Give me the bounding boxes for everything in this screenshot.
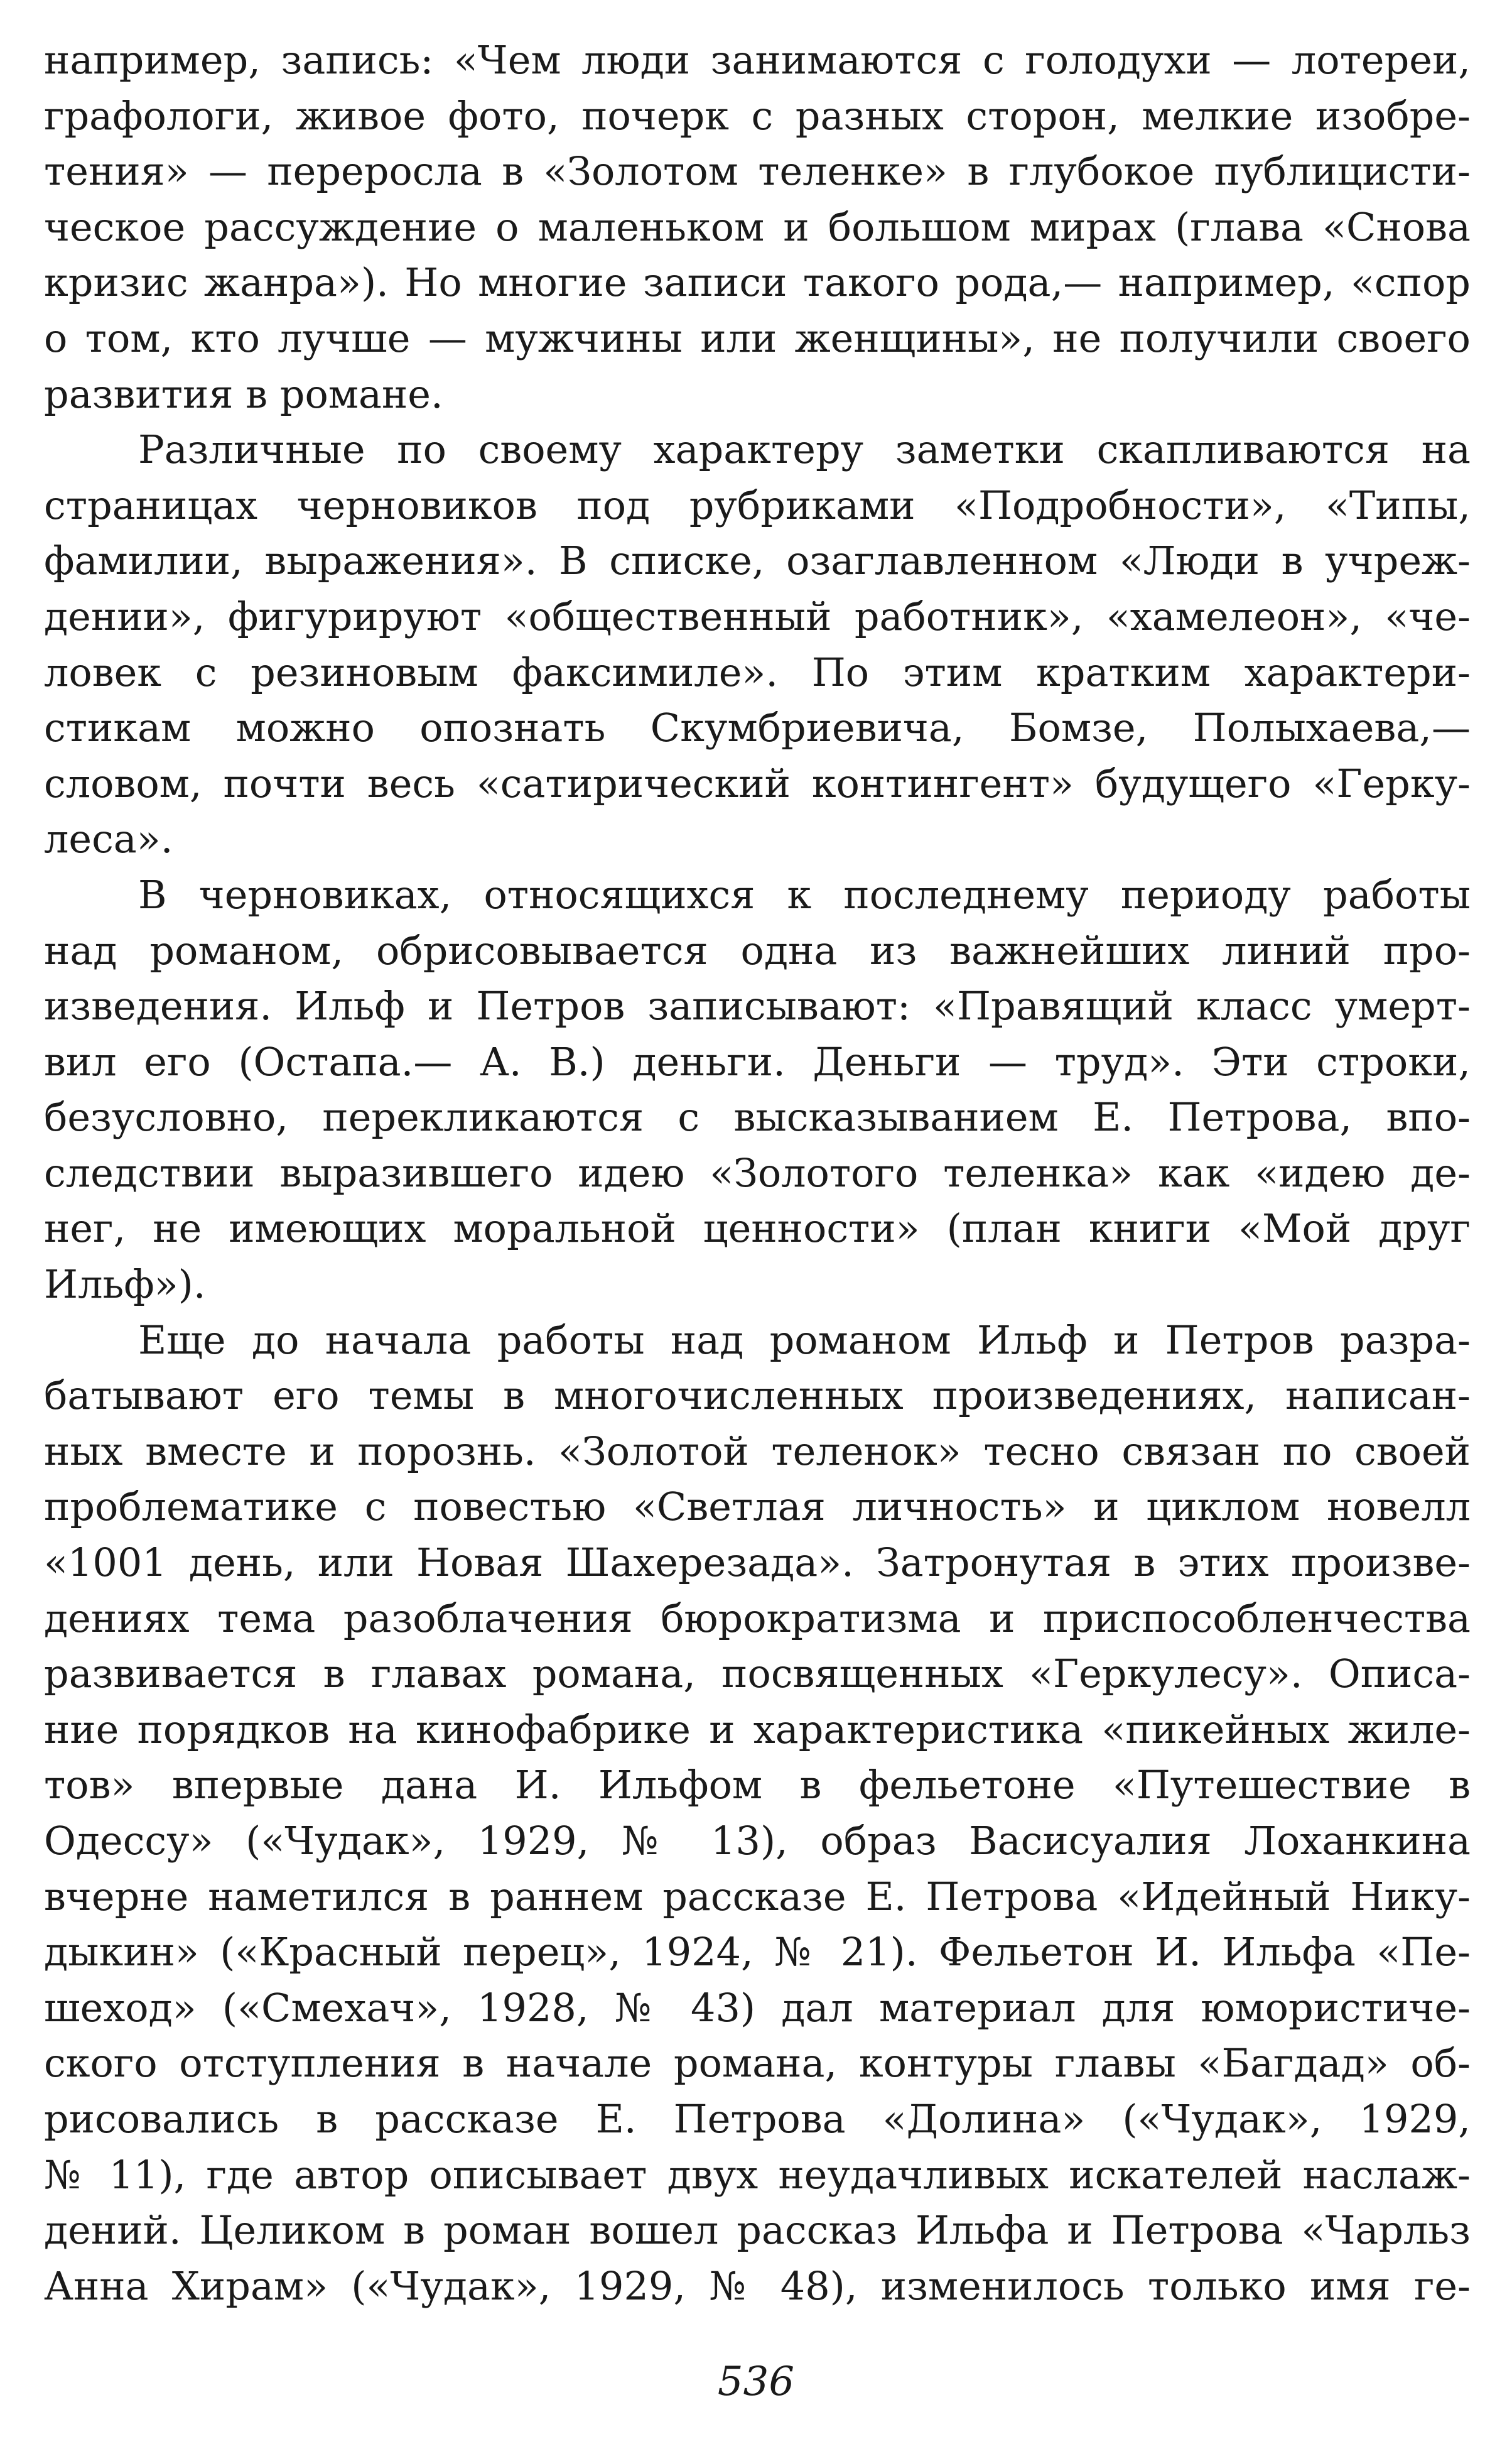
text-line: № 11), где автор описывает двух неудачливых искателей наслаж- <box>44 2151 1471 2198</box>
text-line: вил его (Остапа.— А. В.) деньги. Деньги — труд». Эти строки, <box>44 1038 1471 1085</box>
text-line: следствии выразившего идею «Золотого теленка» как «идею де- <box>44 1149 1471 1196</box>
text-line: Одессу» («Чудак», 1929, № 13), образ Васисуалия Лоханкина <box>44 1818 1471 1864</box>
text-line: Еще до начала работы над романом Ильф и Петров разра- <box>138 1317 1471 1363</box>
paragraph <box>44 33 1471 422</box>
page-text <box>44 33 1471 2314</box>
text-line: фамилии, выражения». В списке, озаглавленном «Люди в учреж- <box>44 538 1471 584</box>
text-line: развития в романе. <box>44 371 443 417</box>
text-line: например, запись: «Чем люди занимаются с голодухи — лотереи, <box>44 37 1471 83</box>
paragraph <box>44 422 1471 867</box>
text-line: нег, не имеющих моральной ценности» (план книги «Мой друг <box>44 1205 1471 1252</box>
text-line: ского отступления в начале романа, контуры главы «Багдад» об- <box>44 2040 1471 2087</box>
text-line: тения» — переросла в «Золотом теленке» в глубокое публицисти- <box>44 148 1471 195</box>
text-line: графологи, живое фото, почерк с разных сторон, мелкие изобре- <box>44 92 1471 139</box>
text-line: дениях тема разоблачения бюрократизма и приспособленчества <box>44 1595 1471 1641</box>
text-line: дыкин» («Красный перец», 1924, № 21). Фельетон И. Ильфа «Пе- <box>44 1929 1471 1975</box>
text-line: словом, почти весь «сатирический контингент» будущего «Герку- <box>44 760 1471 806</box>
text-line: шеход» («Смехач», 1928, № 43) дал материал для юмористиче- <box>44 1984 1471 2031</box>
text-line: рисовались в рассказе Е. Петрова «Долина» («Чудак», 1929, <box>44 2095 1471 2142</box>
text-line: проблематике с повестью «Светлая личность» и циклом новелл <box>44 1484 1471 1530</box>
text-line: «1001 день, или Новая Шахерезада». Затронутая в этих произве- <box>44 1539 1471 1586</box>
text-line: стикам можно опознать Скумбриевича, Бомзе, Полыхаева,— <box>44 705 1471 751</box>
text-line: Различные по своему характеру заметки скапливаются на <box>138 426 1471 473</box>
text-line: ческое рассуждение о маленьком и большом мирах (глава «Снова <box>44 204 1471 250</box>
paragraph <box>44 867 1471 1313</box>
text-line: тов» впервые дана И. Ильфом в фельетоне «Путешествие в <box>44 1762 1471 1808</box>
text-line: изведения. Ильф и Петров записывают: «Правящий класс умерт- <box>44 983 1471 1029</box>
text-line: Ильф»). <box>44 1261 206 1308</box>
text-line: дении», фигурируют «общественный работник», «хамелеон», «че- <box>44 593 1471 639</box>
page-number: 536 <box>717 2359 795 2405</box>
text-line: страницах черновиков под рубриками «Подробности», «Типы, <box>44 482 1471 528</box>
text-line: дений. Целиком в роман вошел рассказ Ильфа и Петрова «Чарльз <box>44 2207 1471 2254</box>
text-line: ловек с резиновым факсимиле». По этим кратким характери- <box>44 649 1471 695</box>
text-line: ных вместе и порознь. «Золотой теленок» тесно связан по своей <box>44 1428 1471 1474</box>
text-line: леса». <box>44 816 173 862</box>
text-line: о том, кто лучше — мужчины или женщины», не получили своего <box>44 315 1471 361</box>
text-line: безусловно, перекликаются с высказыванием Е. Петрова, впо- <box>44 1094 1471 1141</box>
text-line: кризис жанра»). Но многие записи такого рода,— например, «спор <box>44 259 1471 306</box>
text-line: вчерне наметился в раннем рассказе Е. Петрова «Идейный Нику- <box>44 1873 1471 1920</box>
text-line: батывают его темы в многочисленных произведениях, написан- <box>44 1372 1471 1419</box>
text-line: ние порядков на кинофабрике и характеристика «пикейных жиле- <box>44 1706 1471 1752</box>
text-line: развивается в главах романа, посвященных «Геркулесу». Описа- <box>44 1651 1471 1697</box>
text-line: В черновиках, относящихся к последнему периоду работы <box>138 871 1471 918</box>
paragraph <box>44 1313 1471 2315</box>
text-line: над романом, обрисовывается одна из важнейших линий про- <box>44 927 1471 974</box>
text-line: Анна Хирам» («Чудак», 1929, № 48), изменилось только имя ге- <box>44 2262 1471 2309</box>
